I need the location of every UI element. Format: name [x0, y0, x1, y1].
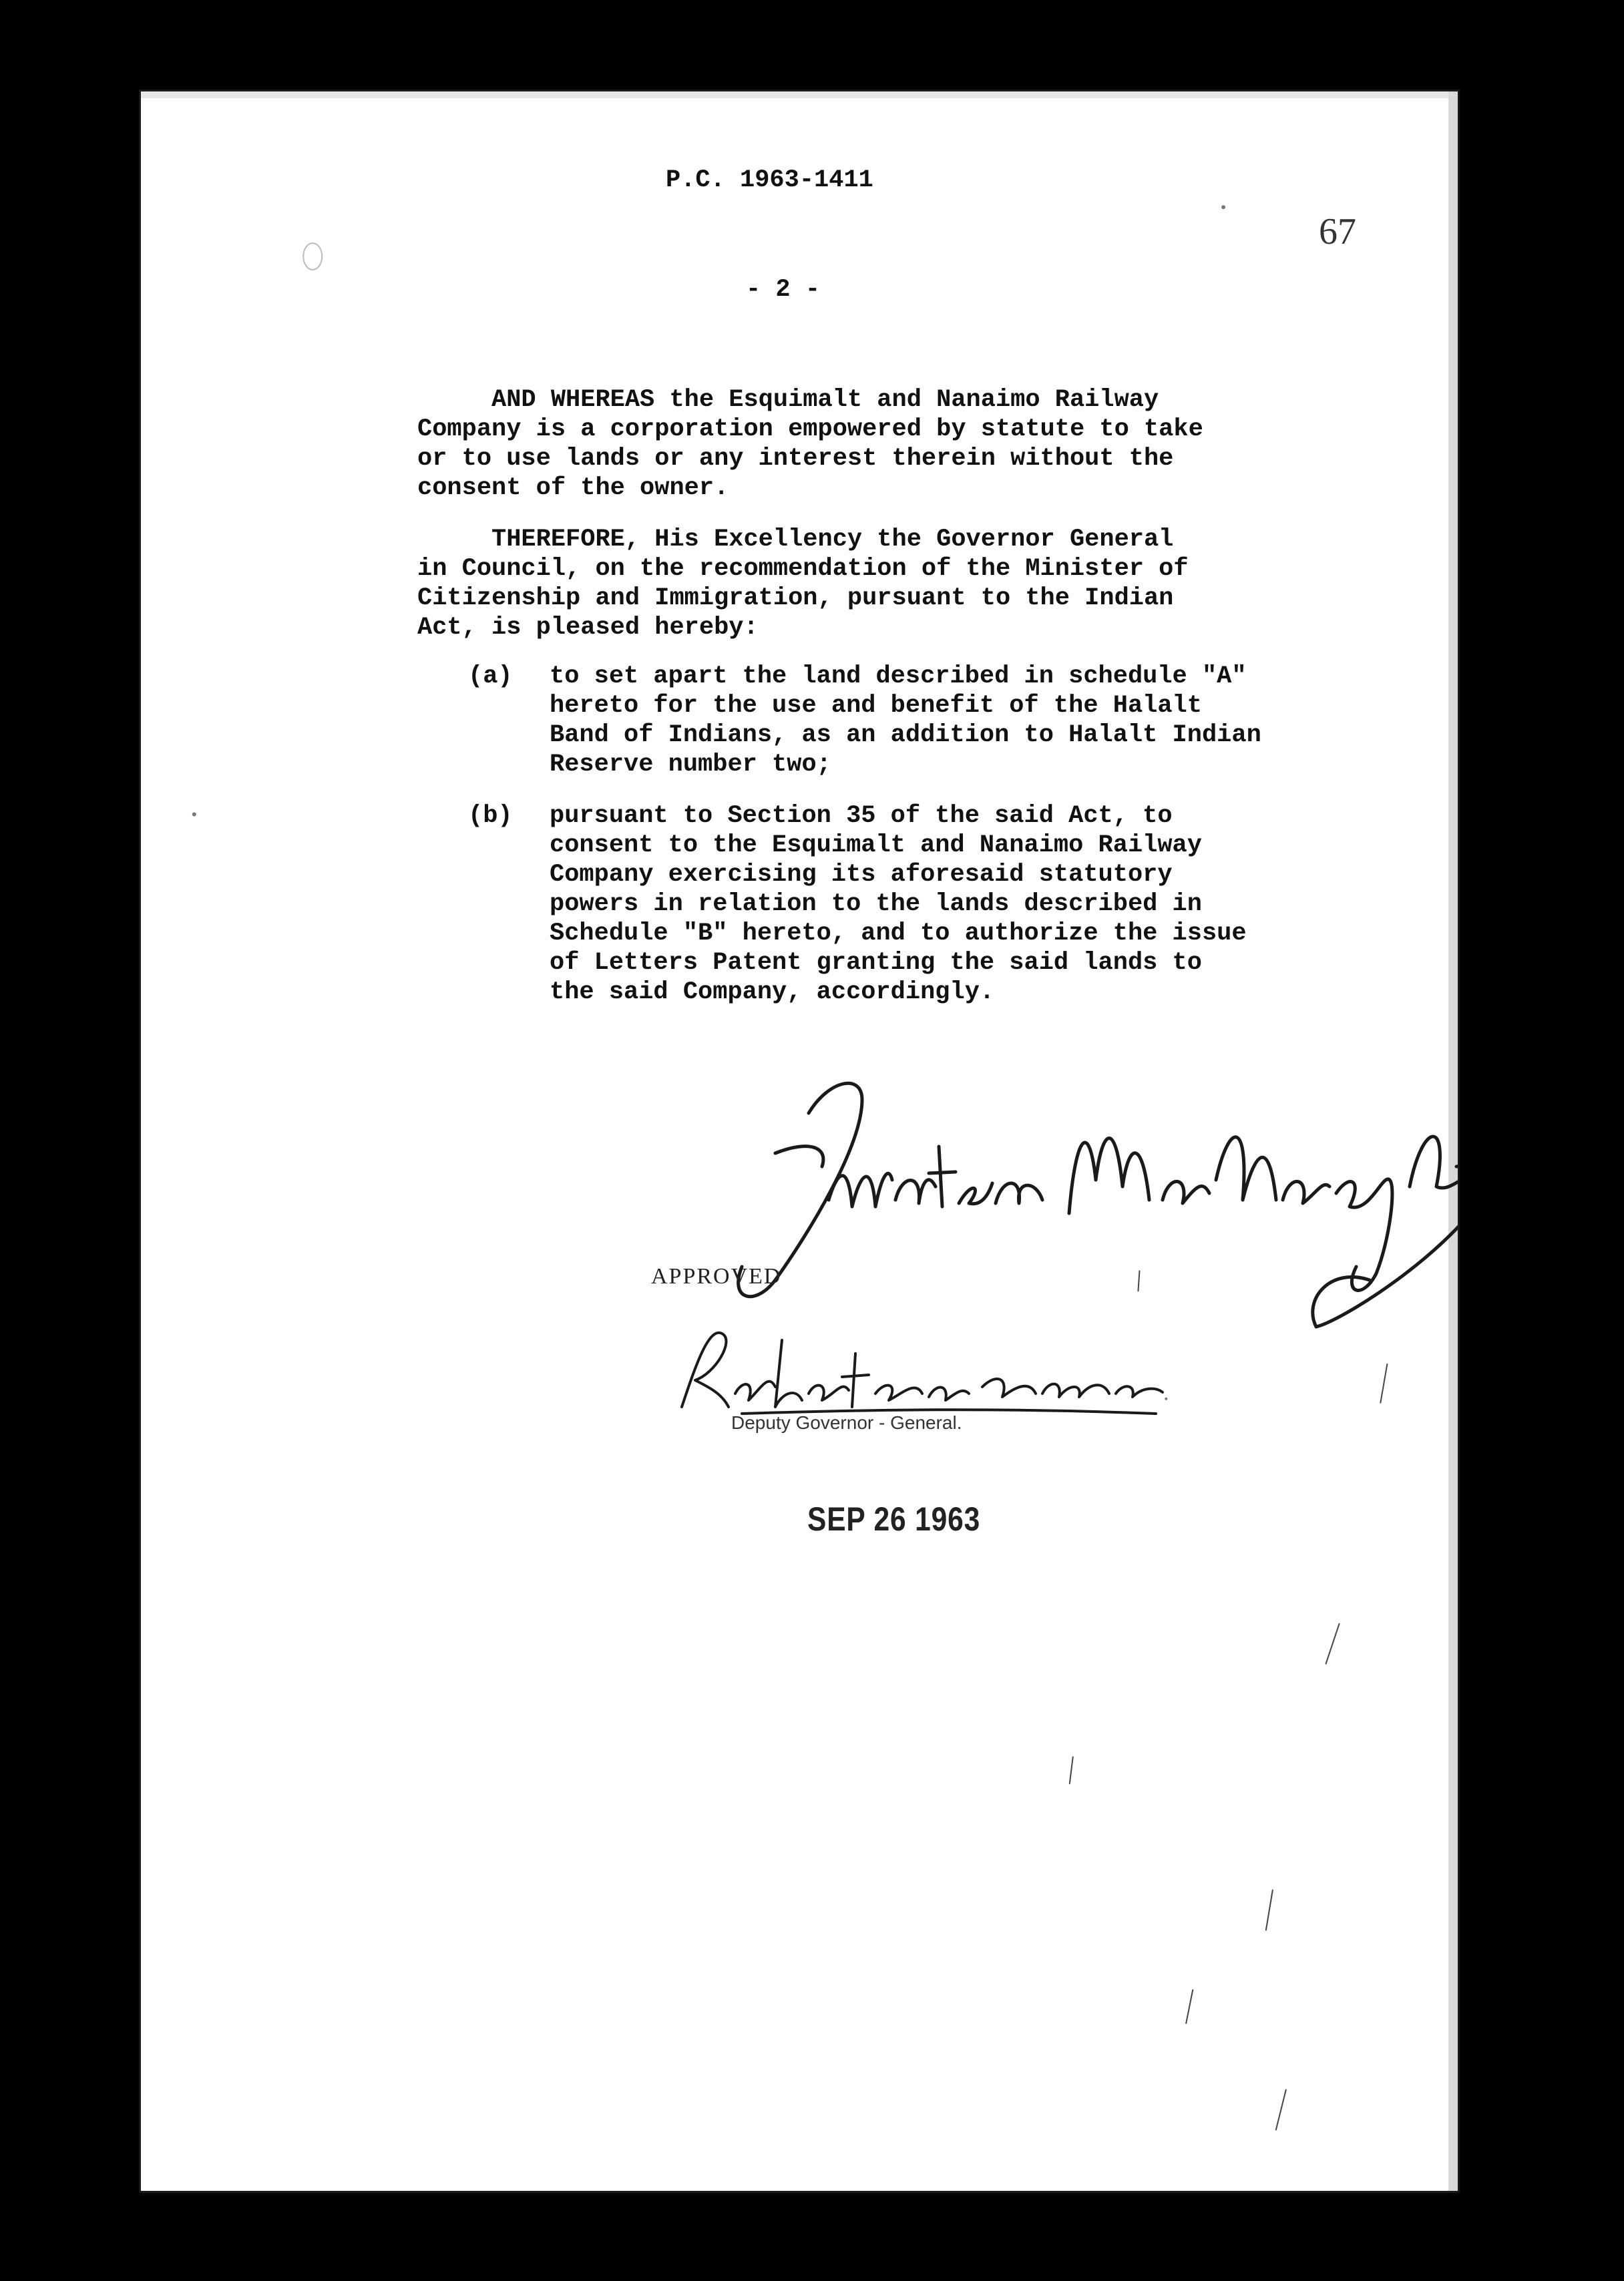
- paragraph-whereas: AND WHEREAS the Esquimalt and Nanaimo Railway Company is a corporation empowered by statute to take or to use lands or any interest therein without the consent of the owner.: [417, 386, 1203, 502]
- item-a-text: to set apart the land described in schedule "A" hereto for the use and benefit of the Halalt Band of Indians, as an addition to Halalt Indian Reserve number two;: [550, 662, 1261, 779]
- approver-title: Deputy Governor - General.: [731, 1412, 962, 1433]
- signature-main: [608, 1013, 1460, 1360]
- folio-number: 67: [1319, 211, 1356, 252]
- date-stamp: SEP 26 1963: [807, 1500, 981, 1538]
- page-number: - 2 -: [746, 276, 821, 304]
- paper-top-edge: [141, 91, 1458, 98]
- paragraph-therefore: THEREFORE, His Excellency the Governor General in Council, on the recommendation of the Minister of Citizenship and Immigration, pursuant to the Indian Act, is pleased hereby:: [417, 526, 1189, 642]
- item-b-marker: (b): [468, 802, 513, 830]
- item-b-text: pursuant to Section 35 of the said Act, to consent to the Esquimalt and Nanaimo Railway Company exercising its aforesaid statutory powers in relation to the lands described in Schedule "B" hereto, and to authorize the issue of Letters Patent granting the said lands to the said Company, accordingly.: [550, 802, 1247, 1006]
- item-a-marker: (a): [468, 662, 513, 690]
- order-in-council-reference: P.C. 1963-1411: [666, 166, 873, 194]
- document-page: [139, 89, 1460, 2193]
- approved-label: APPROVED: [651, 1264, 782, 1289]
- signature-approver: [648, 1313, 1196, 1427]
